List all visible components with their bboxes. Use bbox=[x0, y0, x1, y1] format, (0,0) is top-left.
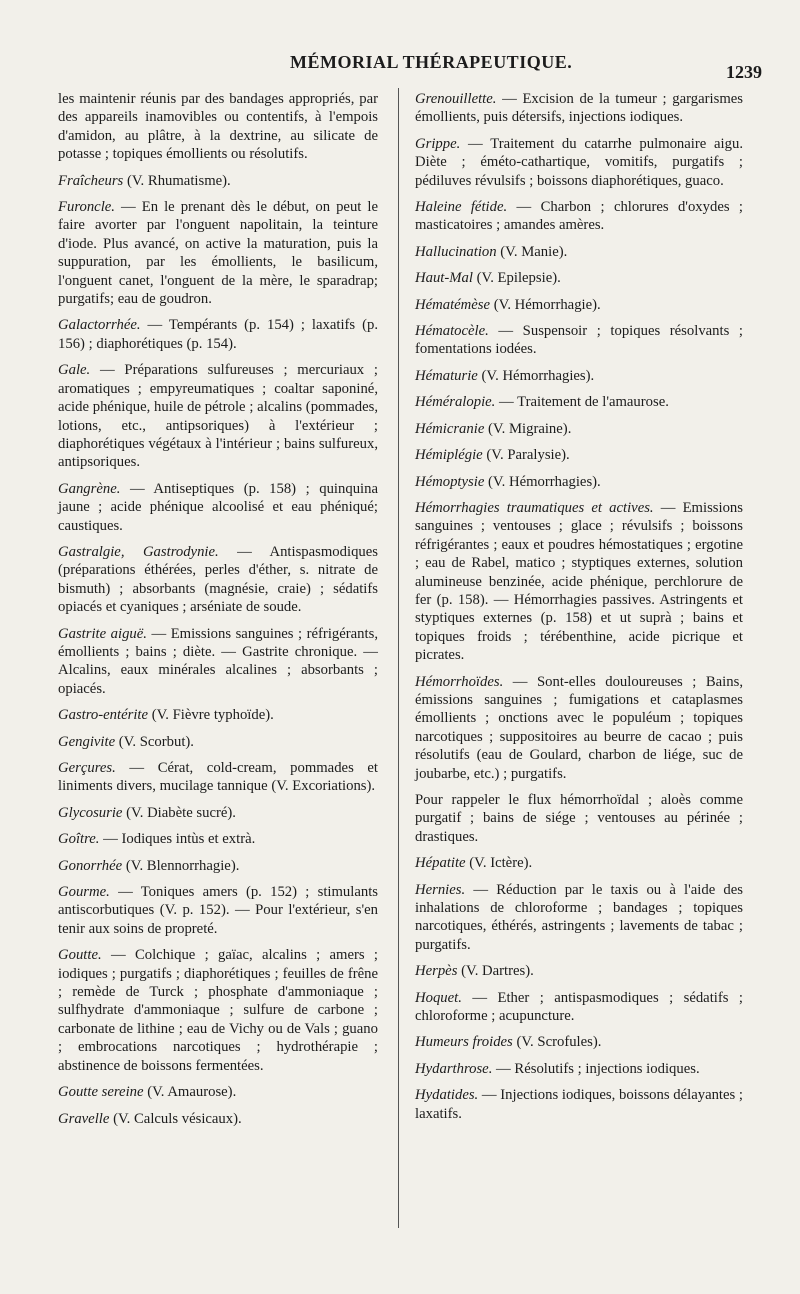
entry-term: Gonorrhée bbox=[58, 857, 123, 874]
entry-text: (V. Ictère). bbox=[465, 855, 533, 872]
entry-term: Furoncle. bbox=[58, 199, 115, 216]
entry-text: (V. Scrofules). bbox=[512, 1034, 602, 1051]
entry-text: — Emissions sanguines ; réfrigérants, émollients ; bains ; diète. — Gastrite chronique. — Alcalins, eaux minérales alcalines ; absorbants ; opiacés. bbox=[58, 625, 378, 697]
entry-term: Hématurie bbox=[415, 367, 478, 384]
entry-term: Goutte sereine bbox=[58, 1084, 144, 1101]
page-header bbox=[0, 52, 800, 82]
dictionary-entry bbox=[415, 367, 743, 385]
entry-text: — Sont-elles douloureuses ; Bains, émissions sanguines ; fumigations et cataplasmes émollients ; onctions avec le populéum ; topiques narcotiques ; suppositoires au beurre de cacao ; puis résolutifs (eau de Goulard, charbon de liége, suc de joubarbe, etc.) ; purgatifs. bbox=[415, 673, 743, 782]
entry-term: Hématémèse bbox=[415, 296, 491, 313]
entry-text: — Charbon ; chlorures d'oxydes ; masticatoires ; amandes amères. bbox=[415, 199, 743, 234]
entry-term: Gengivite bbox=[58, 733, 116, 750]
dictionary-entry bbox=[415, 854, 743, 872]
dictionary-entry bbox=[415, 420, 743, 438]
dictionary-entry bbox=[415, 393, 743, 411]
page-number: 1239 bbox=[726, 62, 762, 82]
entry-text: (V. Scorbut). bbox=[115, 733, 194, 750]
entry-text: — Emissions sanguines ; ventouses ; glace ; révulsifs ; boissons réfrigérantes ; eaux et poudres hémostatiques ; ergotine ; eau de Rabel, matico ; styptiques externes, solution alumineuse benzinée, acide phénique, perchlorure de fer (p. 158). — Hémorrhagies passives. Astringents et styptiques externes (p. 158) et ut suprà ; bains et topiques froids ; térébenthine, acide picrique et picrates. bbox=[415, 499, 743, 664]
entry-text: — Traitement du catarrhe pulmonaire aigu. Diète ; éméto-cathartique, vomitifs, purgatifs ; pédiluves révulsifs ; boissons diaphorétiques, guaco. bbox=[415, 135, 743, 189]
column-divider bbox=[398, 88, 399, 1228]
dictionary-entry bbox=[415, 322, 743, 359]
entry-text: — Résolutifs ; injections iodiques. bbox=[492, 1060, 700, 1077]
entry-text: — Excision de la tumeur ; gargarismes émollients, puis détersifs, injections iodiques. bbox=[415, 91, 743, 126]
entry-text: — Traitement de l'amaurose. bbox=[495, 394, 669, 411]
dictionary-entry bbox=[58, 804, 378, 822]
dictionary-entry bbox=[58, 733, 378, 751]
entry-term: Goutte. bbox=[58, 947, 102, 964]
entry-term: Glycosurie bbox=[58, 804, 123, 821]
entry-term: Gastrite aiguë. bbox=[58, 625, 147, 642]
dictionary-entry bbox=[58, 883, 378, 938]
entry-term: Gale. bbox=[58, 362, 91, 379]
entry-text: (V. Blennorrhagie). bbox=[122, 857, 240, 874]
entry-term: Gerçures. bbox=[58, 760, 116, 776]
dictionary-entry bbox=[58, 543, 378, 617]
entry-text: (V. Migraine). bbox=[484, 420, 572, 437]
dictionary-entry bbox=[415, 499, 743, 665]
dictionary-entry bbox=[415, 243, 743, 261]
dictionary-entry bbox=[58, 90, 378, 164]
dictionary-entry bbox=[58, 625, 378, 699]
entry-term: Fraîcheurs bbox=[58, 172, 124, 189]
dictionary-entry bbox=[415, 296, 743, 314]
entry-text: — Tempérants (p. 154) ; laxatifs (p. 156) ; diaphorétiques (p. 154). bbox=[58, 317, 378, 352]
entry-text: (V. Hémorrhagie). bbox=[490, 296, 601, 313]
dictionary-entry bbox=[58, 1110, 378, 1128]
dictionary-entry bbox=[415, 1033, 743, 1051]
dictionary-entry bbox=[415, 473, 743, 491]
entry-text: — Préparations sulfureuses ; mercuriaux ; aromatiques ; empyreumatiques ; coaltar saponiné, acide phénique, huile de pétrole ; alcalins (pommades, lotions, etc., antipsoriques) à l'extérieur ; diaphorétiques végétaux à l'intérieur ; bains sulfureux, antipsoriques. bbox=[58, 362, 378, 471]
entry-term: Gastralgie, Gastrodynie. bbox=[58, 543, 219, 560]
dictionary-entry bbox=[415, 135, 743, 190]
running-title: MÉMORIAL THÉRAPEUTIQUE. bbox=[290, 52, 573, 72]
dictionary-entry bbox=[415, 1086, 743, 1123]
entry-term: Hémoptysie bbox=[415, 473, 485, 490]
right-column bbox=[415, 90, 743, 1131]
entry-term: Hydarthrose. bbox=[415, 1060, 493, 1077]
dictionary-entry bbox=[415, 1060, 743, 1078]
entry-term: Gastro-entérite bbox=[58, 707, 149, 724]
entry-text: (V. Hémorrhagies). bbox=[477, 367, 595, 384]
dictionary-entry bbox=[415, 962, 743, 980]
entry-text: — Colchique ; gaïac, alcalins ; amers ; iodiques ; purgatifs ; diaphorétiques ; feuilles de frêne ; remède de Turck ; phosphate d'ammoniaque ; sulfhydrate d'ammoniaque ; sulfure de carbone ; carbonate de lithine ; eau de Vichy ou de Vals ; guano ; embrocations narcotiques ; hydrothérapie ; abstinence de boissons fermentées. bbox=[58, 947, 378, 1074]
entry-term: Hémorrhagies traumatiques et actives. bbox=[415, 499, 654, 516]
entry-text: (V. Manie). bbox=[496, 243, 568, 260]
entry-text: — En le prenant dès le début, on peut le faire avorter par l'onguent napolitain, la teinture d'iode. Plus avancé, on active la maturation, puis la suppuration, par les émollients, le basilicum, l'onguent canet, l'onguent de la mère, le sparadrap; purgatifs; eau de goudron. bbox=[58, 199, 378, 308]
dictionary-entry bbox=[58, 857, 378, 875]
dictionary-entry bbox=[415, 673, 743, 783]
dictionary-entry bbox=[58, 830, 378, 848]
dictionary-entry bbox=[58, 759, 378, 796]
left-column bbox=[58, 90, 378, 1136]
entry-text: (V. Rhumatisme). bbox=[123, 172, 231, 189]
entry-text: (V. Calculs vésicaux). bbox=[109, 1110, 242, 1127]
entry-text: (V. Fièvre typhoïde). bbox=[148, 707, 274, 724]
entry-term: Hémicranie bbox=[415, 420, 485, 437]
dictionary-entry bbox=[415, 269, 743, 287]
dictionary-entry bbox=[58, 946, 378, 1075]
entry-term: Grenouillette. bbox=[415, 91, 497, 107]
entry-term: Hémorrhoïdes. bbox=[415, 673, 504, 690]
entry-term: Gourme. bbox=[58, 884, 110, 901]
entry-term: Herpès bbox=[415, 963, 458, 980]
entry-text: (V. Diabète sucré). bbox=[122, 804, 236, 821]
entry-term: Gravelle bbox=[58, 1110, 110, 1127]
dictionary-entry bbox=[415, 198, 743, 235]
dictionary-entry bbox=[58, 172, 378, 190]
dictionary-entry bbox=[415, 881, 743, 955]
dictionary-entry bbox=[58, 1083, 378, 1101]
entry-term: Gangrène. bbox=[58, 480, 121, 497]
entry-term: Hépatite bbox=[415, 855, 466, 872]
dictionary-entry bbox=[58, 361, 378, 471]
entry-term: Hernies. bbox=[415, 881, 466, 898]
entry-text: — Cérat, cold-cream, pommades et liniments divers, mucilage tannique (V. Excoriations). bbox=[58, 760, 378, 795]
entry-term: Hématocèle. bbox=[415, 323, 489, 340]
entry-text: (V. Hémorrhagies). bbox=[484, 473, 601, 490]
entry-text: — Iodiques intùs et extrà. bbox=[99, 831, 256, 848]
entry-term: Héméralopie. bbox=[415, 394, 496, 411]
dictionary-entry bbox=[58, 480, 378, 535]
entry-term: Grippe. bbox=[415, 135, 461, 152]
entry-text: Pour rappeler le flux hémorrhoïdal ; aloès comme purgatif ; bains de siége ; ventouses au périnée ; drastiques. bbox=[415, 792, 743, 845]
entry-text: (V. Dartres). bbox=[457, 963, 534, 980]
entry-term: Hydatides. bbox=[415, 1087, 479, 1104]
entry-text: — Antispasmodiques (préparations éthérées, perles d'éther, s. nitrate de bismuth) ; absorbants (magnésie, craie) ; sédatifs opiacés et cyaniques ; arséniate de soude. bbox=[58, 543, 378, 616]
entry-text: — Suspensoir ; topiques résolvants ; fomentations iodées. bbox=[415, 323, 743, 358]
entry-text: — Injections iodiques, boissons délayantes ; laxatifs. bbox=[415, 1087, 743, 1122]
entry-term: Hallucination bbox=[415, 243, 497, 260]
entry-text: (V. Paralysie). bbox=[482, 447, 570, 464]
entry-text: — Ether ; antispasmodiques ; sédatifs ; chloroforme ; acupuncture. bbox=[415, 989, 743, 1025]
dictionary-entry bbox=[58, 198, 378, 308]
dictionary-entry bbox=[58, 706, 378, 724]
entry-text: — Toniques amers (p. 152) ; stimulants antiscorbutiques (V. p. 152). — Pour l'extérieur, s'en tenir aux soins de propreté. bbox=[58, 884, 378, 937]
entry-text: — Antiseptiques (p. 158) ; quinquina jaune ; acide phénique alcoolisé et eau phéniqué; caustiques. bbox=[58, 480, 378, 534]
entry-term: Goître. bbox=[58, 831, 100, 848]
entry-term: Hémiplégie bbox=[415, 447, 483, 464]
dictionary-entry bbox=[415, 989, 743, 1026]
entry-term: Hoquet. bbox=[415, 989, 462, 1006]
entry-term: Haut-Mal bbox=[415, 270, 473, 287]
entry-term: Humeurs froides bbox=[415, 1034, 513, 1051]
entry-term: Galactorrhée. bbox=[58, 317, 141, 334]
entry-text: (V. Amaurose). bbox=[143, 1084, 237, 1101]
dictionary-entry bbox=[415, 791, 743, 846]
entry-term: Haleine fétide. bbox=[415, 199, 508, 216]
entry-text: — Réduction par le taxis ou à l'aide des inhalations de chloroforme ; bandages ; topiques narcotiques, éthérés, astringents ; lavements de tabac ; purgatifs. bbox=[415, 881, 743, 953]
dictionary-entry bbox=[415, 446, 743, 464]
entry-text: (V. Epilepsie). bbox=[472, 270, 561, 287]
dictionary-entry bbox=[58, 316, 378, 353]
entry-text: les maintenir réunis par des bandages appropriés, par des appareils inamovibles ou contentifs, à l'empois d'amidon, au plâtre, à la dextrine, au silicate de potasse ; topiques émollients ou résolutifs. bbox=[58, 91, 378, 163]
dictionary-entry bbox=[415, 90, 743, 127]
